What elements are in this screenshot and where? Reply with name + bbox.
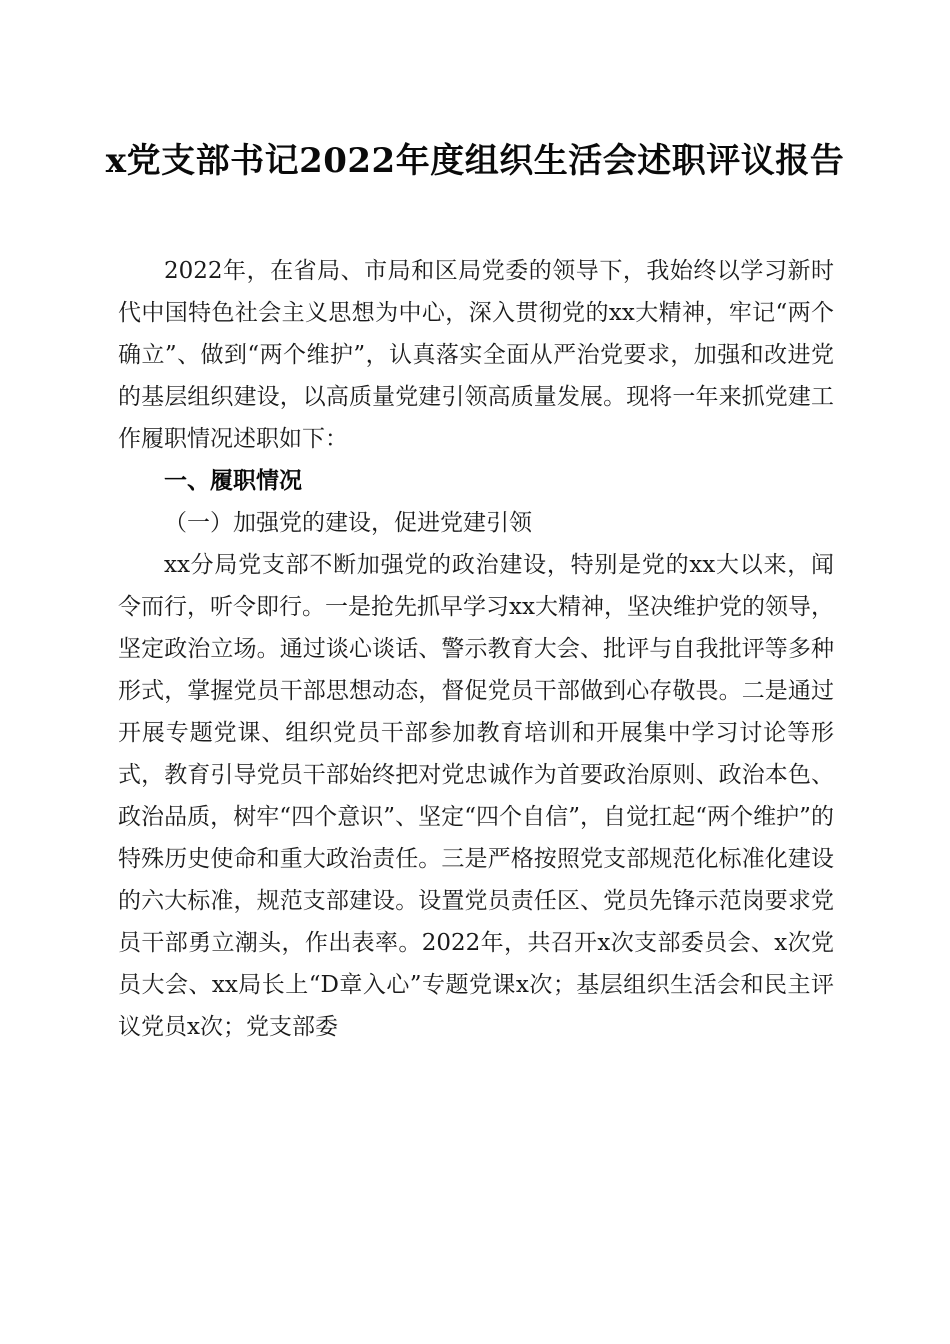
subsection-heading-party-building: （一）加强党的建设，促进党建引领 xyxy=(164,510,532,536)
intro-paragraph: 2022年，在省局、市局和区局党委的领导下，我始终以学习新时代中国特色社会主义思想为中心，深入贯彻党的xx大精神，牢记“两个确立”、做到“两个维护”，认真落实全面从严治党要求，加强和改进党的基层组织建设，以高质量党建引领高质量发展。现将一年来抓党建工作履职情况述职如下： xyxy=(118,258,834,452)
section-heading-performance: 一、履职情况 xyxy=(164,468,302,494)
party-building-paragraph: xx分局党支部不断加强党的政治建设，特别是党的xx大以来，闻令而行，听令即行。一是抢先抓早学习xx大精神，坚决维护党的领导，坚定政治立场。通过谈心谈话、警示教育大会、批评与自我批评等多种形式，掌握党员干部思想动态，督促党员干部做到心存敬畏。二是通过开展专题党课、组织党员干部参加教育培训和开展集中学习讨论等形式，教育引导党员干部始终把对党忠诚作为首要政治原则、政治本色、政治品质，树牢“四个意识”、坚定“四个自信”，自觉扛起“两个维护”的特殊历史使命和重大政治责任。三是严格按照党支部规范化标准化建设的六大标准，规范支部建设。设置党员责任区、党员先锋示范岗要求党员干部勇立潮头，作出表率。2022年，共召开x次支部委员会、x次党员大会、xx局长上“D章入心”专题党课x次；基层组织生活会和民主评议党员x次；党支部委 xyxy=(118,552,834,1040)
document-body xyxy=(118,250,834,1048)
document-title: x党支部书记2022年度组织生活会述职评议报告 xyxy=(105,141,845,181)
